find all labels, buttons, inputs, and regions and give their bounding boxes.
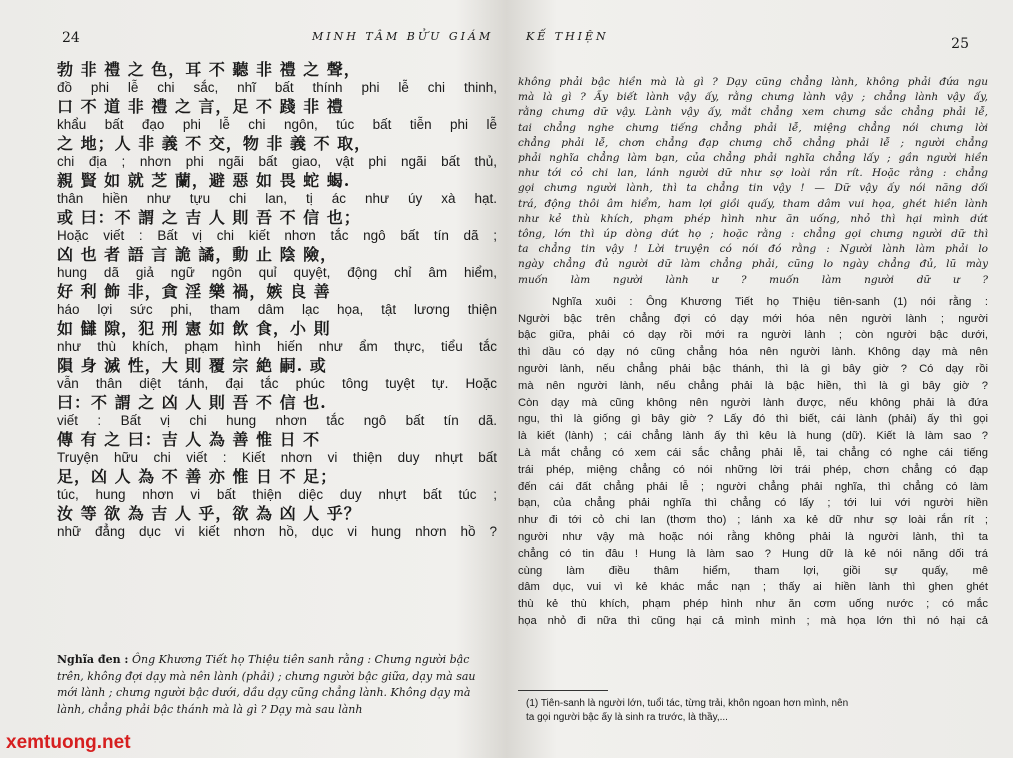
italic-line: mà là gì ? Ấy biết lành vậy ấy, rằng chưng lành vậy ; chẳng lành vậy ấy,: [518, 91, 988, 104]
viet-line: khẩu bất đạo phi lễ chi ngôn, túc bất tiễn phi lễ: [57, 117, 497, 132]
xuoi-line: trái phép, miệng chẳng có nói những lời trái phép, chơn chẳng có đạp: [518, 463, 988, 476]
viet-line: nhữ đẳng dục vi kiết nhơn hồ, dục vi hung nhơn hồ ?: [57, 524, 497, 539]
viet-line: chi địa ; nhơn phi ngãi bất giao, vật phi ngãi bất thủ,: [57, 154, 497, 169]
right-page: [508, 0, 1013, 758]
xuoi-line: thù kẻ thù khích, phạm phép hình như ăn cơm uống nước ; có mắc: [518, 598, 988, 611]
verse-pair: [57, 60, 497, 97]
xuoi-line: ngu, thì là giống gì bây giờ ? Lấy đó thì biết, cái lành (phải) ấy thì gọi: [518, 413, 988, 426]
viet-line: viết : Bất vị chi hung nhơn tắc ngô bất tín dã.: [57, 413, 497, 428]
italic-line: ta chẳng tin vậy ! Lời truyện có nói đó rằng : Người lành làm phải lo: [518, 243, 988, 256]
xuoi-line: người như vậy mà hoặc nói rằng không phải là người lành, thì ta: [518, 531, 988, 543]
italic-line: gọi chưng người lành, thì ta chẳng tin vậy ! — Dữ vậy ấy nói năng dối: [518, 182, 988, 195]
footnote: [526, 697, 988, 725]
italic-line: tai chẳng nghe chưng tiếng chẳng phải lễ, miệng chẳng nói chưng lời: [518, 121, 988, 134]
han-line: 或 曰：不 謂 之 吉 人 則 吾 不 信 也；: [57, 208, 361, 227]
han-line: 凶 也 者 語 言 詭 譎，動 止 陰 險，: [57, 245, 338, 264]
page-number-left: 24: [62, 30, 80, 46]
xuoi-line: Là mắt chẳng có xem cái sắc chẳng phải lễ, tai chẳng có nghe cái tiếng: [518, 447, 988, 460]
verse-pair: [57, 319, 497, 356]
nghia-den-line: mà sau mới lành ; chưng người bậc dưới, dầu dạy cũng chẳng lành.: [57, 669, 476, 699]
xuoi-line: Nghĩa xuôi : Ông Khương Tiết họ Thiệu tiên-sanh (1) nói rằng :: [552, 295, 988, 308]
han-line: 如 讎 隙，犯 刑 憲 如 飲 食，小 則: [57, 319, 331, 338]
verse-pair: [57, 504, 497, 541]
han-line: 隕 身 滅 性，大 則 覆 宗 絶 嗣. 或: [57, 356, 327, 375]
viet-line: như thù khích, phạm hình hiến như ẩm thực, tiểu tắc: [57, 339, 497, 354]
verse-pair: [57, 467, 497, 504]
xuoi-line: như đi tới cỏ chi lan (thơm tho) ; lánh xa kẻ dữ như sợ loài rắn rít ;: [518, 514, 988, 527]
nghia-den-line: bậc trên, không đợi dạy mà nên lành (phải) ; chưng người bậc giữa, dạy: [57, 653, 470, 683]
italic-line: như kẻ thù khích, phạm phép hình như ăn uống, nhỏ thì hại mình dứt: [518, 212, 988, 225]
han-line: 曰：不 謂 之 凶 人 則 吾 不 信 也.: [57, 393, 327, 412]
verse-pair: [57, 393, 497, 430]
han-line: 勃 非 禮 之 色，耳 不 聽 非 禮 之 聲，: [57, 60, 361, 79]
italic-line: không phải bậc hiền mà là gì ? Dạy cũng chẳng lành, không phải đứa ngu: [518, 76, 988, 88]
nghia-xuoi-paragraph: [518, 294, 988, 630]
viet-line: Hoặc viết : Bất vị chi kiết nhơn tắc ngô bất tín dã ;: [57, 228, 497, 243]
verse-pair: [57, 356, 497, 393]
right-body-text: [518, 75, 988, 630]
han-line: 口 不 道 非 禮 之 言，足 不 踐 非 禮: [57, 97, 344, 116]
italic-line: muốn làm người lành ư ? muốn làm người dữ ư ?: [518, 273, 988, 286]
running-header-right: KẾ THIỆN: [526, 30, 609, 43]
footnote-line: ta gọi người bậc ấy là sinh ra trước, là thầy,...: [526, 712, 728, 723]
xuoi-line: chẳng có tin đâu ! Hung là làm sao ? Hung dữ là kẻ nói năng dối trá: [518, 547, 988, 560]
viet-line: Truyện hữu chi viết : Kiết nhơn vi thiện duy nhựt bất: [57, 450, 497, 465]
verse-pair: [57, 245, 497, 282]
xuoi-line: bậc giữa, phải có dạy rồi mới ra người lành ; còn người bậc dưới,: [518, 329, 988, 342]
han-line: 足，凶 人 為 不 善 亦 惟 日 不 足；: [57, 467, 338, 486]
verse-pair: [57, 97, 497, 134]
italic-line: phải nghĩa chẳng làm bạn, của chẳng phải nghĩa chẳng lấy ; gần người hiền: [518, 152, 988, 165]
xuoi-line: bạn, của chẳng phải nghĩa thì chẳng có lấy ; tới lui với người hiền: [518, 497, 988, 510]
verse-pair: [57, 134, 497, 171]
page-number-right: 25: [951, 36, 969, 52]
viet-line: vẫn thân diệt tánh, đại tắc phúc tông tuyệt tự. Hoặc: [57, 376, 497, 391]
left-body-text: [57, 60, 497, 541]
xuoi-line: cùng làm điều thâm hiểm, tham lợi, giồi sự quấy, mê: [518, 564, 988, 577]
literal-translation-continued: [518, 75, 988, 288]
nghia-den-label: Nghĩa đen :: [57, 653, 129, 666]
viet-line: hung dã giả ngữ ngôn quỉ quyệt, động chỉ âm hiểm,: [57, 265, 497, 280]
verse-pair: [57, 171, 497, 208]
xuoi-line: họa nhỏ đi nữa thì cũng hại cả mình mình ; mà họa lớn thì nó hại cả: [518, 614, 988, 627]
verse-pair: [57, 282, 497, 319]
viet-line: háo lợi sức phi, tham dâm lạc họa, tật lương thiện: [57, 302, 497, 317]
italic-line: rằng chưng dữ vậy. Lành vậy ấy, mắt chẳng xem chưng sắc chẳng phải lễ,: [518, 106, 988, 119]
italic-line: chẳng phải lễ, chơn chẳng đạp chưng chỗ chẳng phải lễ ; người chẳng: [518, 136, 988, 149]
italic-line: như tới cỏ chi lan, lánh người dữ như sợ loài rắn rít. Hoặc rằng : chẳng: [518, 167, 988, 180]
footnote-line: (1) Tiên-sanh là người lớn, tuổi tác, từng trải, khôn ngoan hơn mình, nên: [526, 698, 849, 709]
nghia-den-line: Không dạy mà lành, chẳng phải bậc thánh mà là gì ? Dạy mà sau lành: [57, 686, 471, 716]
nghia-den-line: Ông Khương Tiết họ Thiệu tiên sanh rằng : Chưng người: [131, 653, 450, 666]
xuoi-line: đến cái đất chẳng phải lễ ; người chẳng phải nghĩa, thì chẳng có làm: [518, 480, 988, 493]
han-line: 汝 等 欲 為 吉 人 乎，欲 為 凶 人 乎？: [57, 504, 361, 523]
han-line: 傳 有 之 曰：吉 人 為 善 惟 日 不: [57, 430, 321, 449]
left-page: [0, 0, 505, 758]
running-header-left: MINH TÂM BỬU GIÁM: [312, 30, 494, 43]
watermark: xemtuong.net: [6, 732, 131, 753]
xuoi-line: là kiết (lành) ; cái chẳng lành ấy thì kêu là hung (dữ). Kiết là làm sao ?: [518, 430, 988, 443]
xuoi-line: người lành, nếu chẳng phải bậc thánh, thì là gì bây giờ ? Có dạy rồi: [518, 363, 988, 376]
verse-pair: [57, 208, 497, 245]
viet-line: đồ phi lễ chi sắc, nhĩ bất thính phi lễ chi thinh,: [57, 80, 497, 95]
viet-line: túc, hung nhơn vi bất thiện diệc duy nhựt bất túc ;: [57, 487, 497, 502]
xuoi-line: mà nên người lành, nếu chẳng phải là bậc hiền, thì là gì bây giờ ?: [518, 379, 988, 392]
han-line: 之 地；人 非 義 不 交，物 非 義 不 取，: [57, 134, 372, 153]
italic-line: ngày chẳng đủ người dữ làm chẳng phải, cũng lo ngày chẳng đủ, lũ mày: [518, 258, 988, 271]
xuoi-line: Người bậc trên chẳng đợi có dạy mới hóa nên người lành ; người: [518, 312, 988, 325]
footnote-rule: [518, 690, 608, 691]
xuoi-line: thì dầu có dạy nó cũng chẳng hóa nên người lành. Không dạy mà nên: [518, 346, 988, 359]
xuoi-line: dâm dục, vui vì kẻ khác mắc nạn ; thấy ai hiền lành thì ghen ghét: [518, 581, 988, 594]
viet-line: thân hiền như tựu chi lan, tị ác như úy xà hạt.: [57, 191, 497, 206]
han-line: 親 賢 如 就 芝 蘭，避 惡 如 畏 蛇 蝎.: [57, 171, 351, 190]
italic-line: trá, động thôi âm hiểm, ham lợi giồi quấy, tham dâm vui họa, ghét hiền lành: [518, 197, 988, 210]
han-line: 好 利 飾 非，貪 淫 樂 禍，嫉 良 善: [57, 282, 331, 301]
xuoi-line: Còn dạy mà cũng không nên người lành được, nếu không phải là đứa: [518, 396, 988, 409]
verse-pair: [57, 430, 497, 467]
italic-line: tông, lớn thì úp dòng dứt họ ; hoặc rằng : chẳng gọi chưng người dữ thì: [518, 228, 988, 241]
nghia-den-paragraph: [57, 652, 497, 718]
